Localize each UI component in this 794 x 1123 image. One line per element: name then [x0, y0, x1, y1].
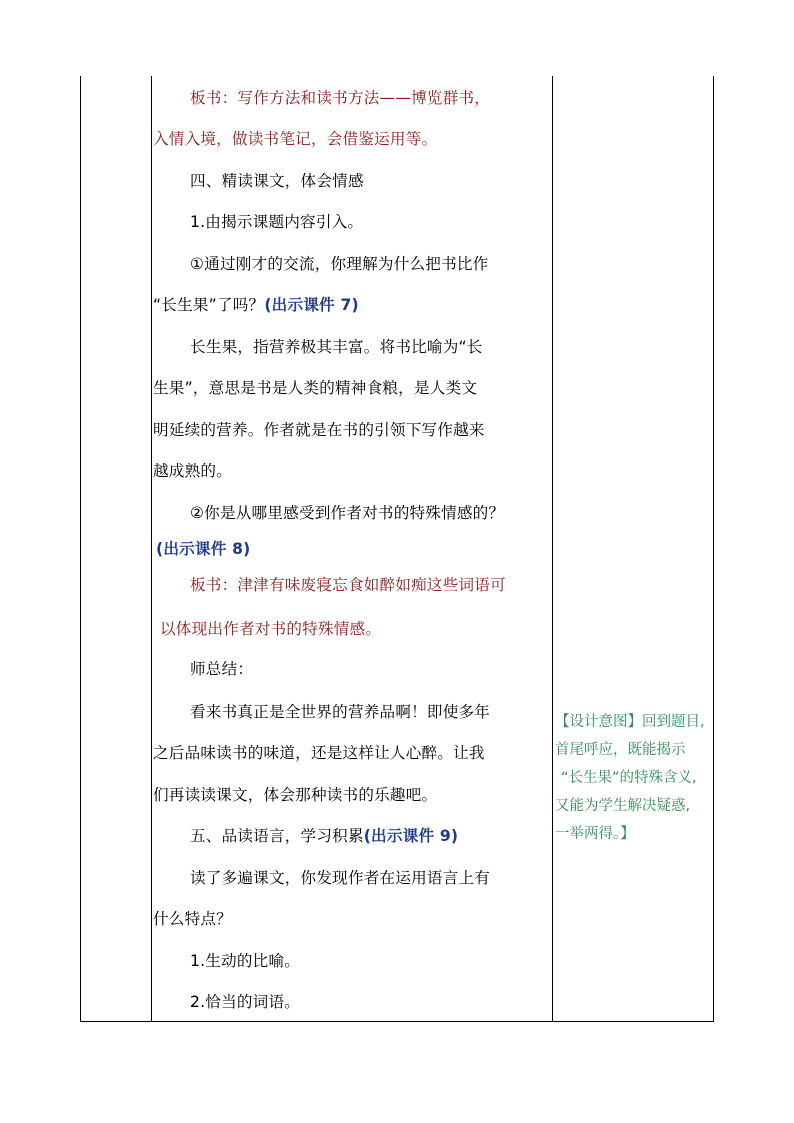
- step-1: 1.由揭示课题内容引入。: [190, 213, 364, 231]
- answer-1-line3: 明延续的营养。作者就是在书的引领下写作越来: [153, 421, 485, 439]
- design-intent-line4: 又能为学生解决疑惑,: [555, 798, 691, 814]
- point-1: 1.生动的比喻。: [190, 952, 301, 970]
- table-border-right: [713, 76, 714, 1022]
- table-divider-2: [552, 76, 553, 1022]
- section-heading-5: [190, 826, 458, 846]
- summary-label: 师总结：: [190, 660, 254, 678]
- table-border-left: [80, 76, 81, 1022]
- summary-line2: 之后品味读书的味道，还是这样让人心醉。让我: [153, 744, 485, 762]
- courseware-tag-8: (出示课件 8): [156, 540, 251, 558]
- summary-line1: 看来书真正是全世界的营养品啊！即使多年: [190, 703, 491, 721]
- courseware-tag-7: (出示课件 7): [264, 296, 359, 314]
- blackboard-note-1-line2: 入情入境，做读书笔记，会借鉴运用等。: [153, 130, 438, 148]
- answer-1-line1: 长生果，指营养极其丰富。将书比喻为“长: [190, 338, 483, 356]
- answer-1-line4: 越成熟的。: [153, 462, 232, 480]
- table-divider-1: [151, 76, 152, 1022]
- table-border-bottom: [80, 1021, 714, 1022]
- blackboard-note-1-line1: 板书：写作方法和读书方法——博览群书，: [190, 89, 491, 107]
- summary-line3: 们再读读课文，体会那种读书的乐趣吧。: [153, 786, 438, 804]
- design-intent-line2: 首尾呼应，既能揭示: [555, 742, 686, 758]
- blackboard-note-2-line1: 板书：津津有味废寝忘食如醉如痴这些词语可: [190, 576, 506, 594]
- design-intent-line3: “长生果”的特殊含义,: [561, 770, 697, 786]
- question-3-line1: 读了多遍课文，你发现作者在运用语言上有: [190, 869, 491, 887]
- design-intent-line1: 【设计意图】回到题目,: [555, 714, 705, 730]
- design-intent-line5: 一举两得。】: [555, 826, 635, 842]
- question-1-text: “长生果”了吗？: [153, 296, 265, 314]
- courseware-tag-9: (出示课件 9): [363, 827, 459, 845]
- section-heading-4: 四、精读课文，体会情感: [190, 172, 364, 190]
- lesson-table: [80, 76, 714, 1022]
- point-2: 2.恰当的词语。: [190, 993, 301, 1011]
- blackboard-note-2-line2: 以体现出作者对书的特殊情感。: [160, 620, 382, 638]
- answer-1-line2: 生果”，意思是书是人类的精神食粮，是人类文: [153, 379, 478, 397]
- question-1-line2: [153, 295, 359, 315]
- question-2: ②你是从哪里感受到作者对书的特殊情感的？: [190, 504, 505, 522]
- question-3-line2: 什么特点？: [153, 910, 232, 928]
- question-1-line1: ①通过刚才的交流，你理解为什么把书比作: [190, 255, 489, 273]
- section-heading-5-text: 五、品读语言，学习积累: [190, 827, 364, 845]
